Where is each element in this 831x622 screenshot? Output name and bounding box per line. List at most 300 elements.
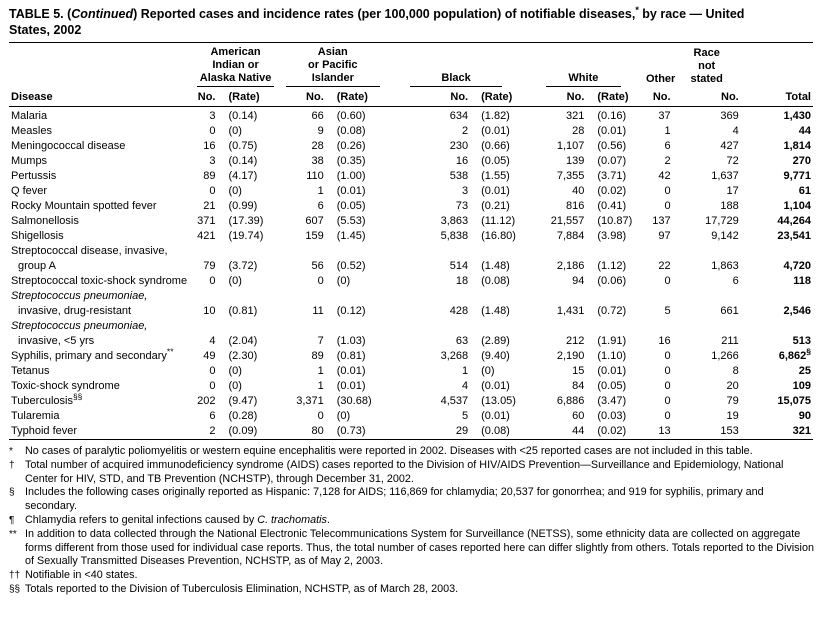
cell-aian-rate: (2.30) bbox=[228, 350, 258, 362]
disease-name: Rocky Mountain spotted fever bbox=[11, 200, 157, 212]
footnote bbox=[9, 569, 817, 583]
cell-other-no: 1 bbox=[664, 125, 671, 137]
cell-black-rate: (11.12) bbox=[481, 215, 516, 227]
cell-other-no: 0 bbox=[664, 275, 671, 287]
aian-rate-column-header: (Rate) bbox=[218, 87, 280, 107]
cell-white-rate: (1.91) bbox=[597, 335, 627, 347]
table-row bbox=[9, 364, 813, 379]
cell-white-no: 212 bbox=[566, 335, 585, 347]
cell-api-rate: (1.03) bbox=[336, 335, 366, 347]
disease-group-label: Streptococcal disease, invasive, bbox=[11, 245, 168, 257]
cell-black-no: 73 bbox=[455, 200, 469, 212]
cell-api-rate: (0) bbox=[336, 410, 351, 422]
cell-black-no: 1 bbox=[461, 365, 469, 377]
cell-white-no: 321 bbox=[566, 110, 585, 122]
cell-api-rate: (1.45) bbox=[336, 230, 366, 242]
disease-name: Measles bbox=[11, 125, 52, 137]
cell-black-rate: (13.05) bbox=[481, 395, 516, 407]
cell-race-not-stated-no: 369 bbox=[720, 110, 739, 122]
race-not-stated-no-column-header: No. bbox=[673, 87, 741, 107]
cell-white-no: 21,557 bbox=[550, 215, 585, 227]
cell-black-rate: (2.89) bbox=[481, 335, 510, 347]
cell-white-no: 15 bbox=[572, 365, 585, 377]
aian-no-column-header: No. bbox=[191, 87, 217, 107]
cell-black-rate: (9.40) bbox=[481, 350, 510, 362]
cell-total: 44,264 bbox=[777, 215, 811, 227]
cell-api-no: 0 bbox=[317, 275, 324, 287]
disease-name: Q fever bbox=[11, 185, 48, 197]
cell-black-no: 3,268 bbox=[440, 350, 469, 362]
title-footnote-marker: * bbox=[635, 4, 639, 15]
cell-other-no: 137 bbox=[652, 215, 671, 227]
cell-other-no: 0 bbox=[664, 410, 671, 422]
cell-race-not-stated-no: 20 bbox=[726, 380, 739, 392]
cell-white-rate: (0.72) bbox=[597, 305, 627, 317]
cell-api-rate: (1.00) bbox=[336, 170, 366, 182]
cell-aian-rate: (0) bbox=[228, 365, 242, 377]
cell-black-no: 5 bbox=[461, 410, 469, 422]
cell-api-rate: (0.01) bbox=[336, 380, 366, 392]
cell-white-no: 7,884 bbox=[556, 230, 585, 242]
table-body bbox=[9, 107, 813, 440]
column-group-header: Black bbox=[386, 43, 526, 88]
disease-name: invasive, <5 yrs bbox=[18, 335, 95, 347]
table-row bbox=[9, 154, 813, 169]
cell-total: 1,430 bbox=[783, 110, 811, 122]
disease-name: Meningococcal disease bbox=[11, 140, 126, 152]
disease-name: Malaria bbox=[11, 110, 48, 122]
cell-white-no: 6,886 bbox=[556, 395, 585, 407]
table-row bbox=[9, 424, 813, 440]
cell-aian-rate: (4.17) bbox=[228, 170, 258, 182]
cell-black-rate: (0.01) bbox=[481, 380, 510, 392]
black-rate-column-header: (Rate) bbox=[470, 87, 526, 107]
cell-black-rate: (0.08) bbox=[481, 275, 510, 287]
cell-black-no: 428 bbox=[449, 305, 469, 317]
cell-race-not-stated-no: 1,863 bbox=[711, 260, 739, 272]
section-label-row bbox=[9, 244, 813, 259]
cell-total: 109 bbox=[792, 380, 811, 392]
cell-api-no: 0 bbox=[317, 410, 324, 422]
cell-white-rate: (10.87) bbox=[597, 215, 633, 227]
cell-api-no: 56 bbox=[311, 260, 324, 272]
table-row bbox=[9, 229, 813, 244]
footnote-marker: ¶ bbox=[9, 514, 15, 526]
column-group-header: American Indian or Alaska Native bbox=[191, 43, 279, 88]
cell-aian-rate: (2.04) bbox=[228, 335, 258, 347]
cell-black-no: 2 bbox=[461, 125, 469, 137]
cell-black-rate: (0) bbox=[481, 365, 495, 377]
group-header-spacer bbox=[9, 43, 191, 88]
cell-aian-rate: (0) bbox=[228, 275, 242, 287]
cell-aian-no: 79 bbox=[203, 260, 216, 272]
cell-api-no: 159 bbox=[305, 230, 324, 242]
title-text: States, 2002 bbox=[9, 23, 82, 37]
cell-total: 9,771 bbox=[783, 170, 811, 182]
cell-api-rate: (0.01) bbox=[336, 365, 366, 377]
cell-other-no: 0 bbox=[664, 200, 671, 212]
cell-white-no: 1,107 bbox=[556, 140, 585, 152]
cell-race-not-stated-no: 17,729 bbox=[705, 215, 739, 227]
cell-white-rate: (0.56) bbox=[597, 140, 627, 152]
cell-black-rate: (0.01) bbox=[481, 410, 510, 422]
white-no-column-header: No. bbox=[526, 87, 586, 107]
footnote bbox=[9, 445, 817, 459]
cell-other-no: 16 bbox=[658, 335, 671, 347]
cell-api-rate: (0.60) bbox=[336, 110, 366, 122]
cell-black-rate: (1.55) bbox=[481, 170, 510, 182]
cell-race-not-stated-no: 17 bbox=[726, 185, 739, 197]
cell-aian-no: 21 bbox=[203, 200, 216, 212]
footnote-text: Total number of acquired immunodeficiency syndrome (AIDS) cases reported to the Division of HIV/AIDS Prevention—Surveillance and Epidemiology, National Center for HIV, STD, and TB Prevention (NCHSTP), through December 31, 2002. bbox=[25, 458, 784, 485]
cell-aian-no: 0 bbox=[209, 125, 216, 137]
cell-white-rate: (0.02) bbox=[597, 425, 627, 437]
cell-total: 61 bbox=[798, 185, 811, 197]
cell-aian-no: 0 bbox=[209, 275, 216, 287]
cell-aian-no: 371 bbox=[197, 215, 216, 227]
white-rate-column-header: (Rate) bbox=[586, 87, 640, 107]
cell-aian-rate: (0.09) bbox=[228, 425, 258, 437]
column-group-header: Asian or Pacific Islander bbox=[280, 43, 386, 88]
footnote bbox=[9, 486, 817, 514]
section-label-row bbox=[9, 319, 813, 334]
cell-white-rate: (0.01) bbox=[597, 365, 627, 377]
cell-api-rate: (0) bbox=[336, 275, 351, 287]
cell-aian-no: 4 bbox=[209, 335, 216, 347]
table-row bbox=[9, 409, 813, 424]
cell-race-not-stated-no: 188 bbox=[720, 200, 739, 212]
cell-race-not-stated-no: 1,266 bbox=[711, 350, 739, 362]
table-row bbox=[9, 124, 813, 139]
cell-race-not-stated-no: 72 bbox=[726, 155, 739, 167]
cell-total: 513 bbox=[792, 335, 811, 347]
cell-black-no: 4,537 bbox=[440, 395, 469, 407]
cell-black-no: 29 bbox=[455, 425, 469, 437]
footnote-text: Chlamydia refers to genital infections caused by C. trachomatis. bbox=[25, 513, 330, 526]
group-header-spacer bbox=[741, 43, 813, 88]
cell-race-not-stated-no: 427 bbox=[720, 140, 739, 152]
cell-black-no: 3,863 bbox=[440, 215, 469, 227]
cell-api-no: 9 bbox=[317, 125, 324, 137]
cell-other-no: 5 bbox=[664, 305, 671, 317]
cell-aian-rate: (0) bbox=[228, 185, 242, 197]
footnote bbox=[9, 528, 817, 569]
cell-api-rate: (0.01) bbox=[336, 185, 366, 197]
cell-api-rate: (30.68) bbox=[336, 395, 372, 407]
footnote bbox=[9, 459, 817, 487]
section-label-row bbox=[9, 289, 813, 304]
cell-api-no: 6 bbox=[317, 200, 324, 212]
cell-white-rate: (0.06) bbox=[597, 275, 627, 287]
cell-aian-rate: (3.72) bbox=[228, 260, 258, 272]
disease-name: Tularemia bbox=[11, 410, 60, 422]
cell-total: 1,814 bbox=[783, 140, 811, 152]
cell-aian-no: 16 bbox=[203, 140, 216, 152]
column-group-header: White bbox=[526, 43, 640, 88]
table-row bbox=[9, 107, 813, 125]
footnote-marker: †† bbox=[9, 570, 21, 582]
cell-aian-no: 89 bbox=[203, 170, 216, 182]
cell-black-rate: (0.66) bbox=[481, 140, 510, 152]
cell-race-not-stated-no: 153 bbox=[720, 425, 739, 437]
title-text: by race — United bbox=[638, 7, 745, 21]
cell-black-rate: (0.21) bbox=[481, 200, 510, 212]
disease-column-header: Disease bbox=[9, 87, 191, 107]
cell-api-no: 89 bbox=[311, 350, 324, 362]
cell-aian-rate: (0.99) bbox=[228, 200, 258, 212]
cell-white-rate: (0.16) bbox=[597, 110, 627, 122]
footnote-marker: §§ bbox=[9, 583, 21, 595]
cell-aian-no: 2 bbox=[209, 425, 216, 437]
table-row bbox=[9, 184, 813, 199]
table-row bbox=[9, 304, 813, 319]
disease-name: Typhoid fever bbox=[11, 425, 78, 437]
cell-api-no: 7 bbox=[317, 335, 324, 347]
cell-api-no: 1 bbox=[317, 185, 324, 197]
cell-aian-no: 3 bbox=[209, 110, 216, 122]
cell-aian-no: 0 bbox=[209, 365, 216, 377]
cell-black-no: 5,838 bbox=[440, 230, 469, 242]
cell-aian-no: 3 bbox=[209, 155, 216, 167]
cell-white-rate: (3.71) bbox=[597, 170, 627, 182]
cell-black-no: 4 bbox=[461, 380, 469, 392]
cell-other-no: 2 bbox=[664, 155, 671, 167]
cell-white-no: 7,355 bbox=[556, 170, 585, 182]
table-row bbox=[9, 349, 813, 364]
cell-race-not-stated-no: 661 bbox=[720, 305, 739, 317]
disease-name: Tetanus bbox=[11, 365, 50, 377]
cell-white-no: 2,186 bbox=[556, 260, 585, 272]
disease-name: Pertussis bbox=[11, 170, 57, 182]
cell-api-rate: (0.73) bbox=[336, 425, 366, 437]
disease-name: invasive, drug-resistant bbox=[18, 305, 132, 317]
cell-total: 23,541 bbox=[777, 230, 811, 242]
footnote bbox=[9, 514, 817, 528]
disease-name: Tuberculosis§§ bbox=[11, 391, 83, 407]
cell-aian-rate: (0.75) bbox=[228, 140, 258, 152]
table-row bbox=[9, 139, 813, 154]
cell-aian-no: 0 bbox=[209, 185, 216, 197]
table-row bbox=[9, 199, 813, 214]
disease-name: group A bbox=[18, 260, 56, 272]
disease-name: Mumps bbox=[11, 155, 48, 167]
cell-white-rate: (1.10) bbox=[597, 350, 627, 362]
cell-aian-rate: (17.39) bbox=[228, 215, 264, 227]
cell-white-rate: (0.01) bbox=[597, 125, 627, 137]
cell-black-no: 3 bbox=[461, 185, 469, 197]
cell-api-no: 11 bbox=[312, 305, 324, 317]
cell-black-no: 514 bbox=[449, 260, 469, 272]
cell-aian-rate: (0.28) bbox=[228, 410, 258, 422]
cell-black-no: 63 bbox=[455, 335, 469, 347]
cell-black-no: 18 bbox=[455, 275, 469, 287]
cell-white-no: 2,190 bbox=[556, 350, 585, 362]
cell-total: 321 bbox=[792, 425, 811, 437]
cell-api-rate: (0.12) bbox=[336, 305, 366, 317]
cell-api-no: 607 bbox=[305, 215, 324, 227]
cell-aian-no: 421 bbox=[197, 230, 216, 242]
cell-white-no: 84 bbox=[572, 380, 585, 392]
cell-api-no: 80 bbox=[311, 425, 324, 437]
table-row bbox=[9, 259, 813, 274]
cell-black-no: 634 bbox=[449, 110, 469, 122]
cell-aian-no: 49 bbox=[203, 350, 216, 362]
footnote-marker: ** bbox=[9, 528, 17, 540]
disease-name: Toxic-shock syndrome bbox=[11, 380, 120, 392]
disease-name: Shigellosis bbox=[11, 230, 64, 242]
table-header bbox=[9, 43, 813, 107]
cell-black-rate: (1.48) bbox=[481, 260, 510, 272]
cell-api-rate: (0.26) bbox=[336, 140, 366, 152]
cell-api-rate: (0.52) bbox=[336, 260, 366, 272]
cell-other-no: 0 bbox=[664, 365, 671, 377]
cell-race-not-stated-no: 19 bbox=[726, 410, 739, 422]
disease-name: Salmonellosis bbox=[11, 215, 79, 227]
cell-other-no: 6 bbox=[664, 140, 671, 152]
cell-other-no: 0 bbox=[664, 185, 671, 197]
footnote-marker: † bbox=[9, 459, 15, 471]
cell-aian-rate: (19.74) bbox=[228, 230, 264, 242]
cell-api-rate: (0.05) bbox=[336, 200, 366, 212]
cell-white-no: 94 bbox=[572, 275, 585, 287]
cell-white-rate: (0.07) bbox=[597, 155, 627, 167]
black-no-column-header: No. bbox=[386, 87, 470, 107]
table-row bbox=[9, 334, 813, 349]
cell-aian-rate: (0.14) bbox=[228, 110, 258, 122]
cell-total: 25 bbox=[798, 365, 811, 377]
api-no-column-header: No. bbox=[280, 87, 326, 107]
cell-black-no: 230 bbox=[449, 140, 469, 152]
cell-total: 1,104 bbox=[783, 200, 811, 212]
cell-aian-rate: (9.47) bbox=[228, 395, 258, 407]
cell-total: 6,862§ bbox=[778, 346, 811, 362]
cell-api-no: 38 bbox=[311, 155, 324, 167]
cell-total: 15,075 bbox=[777, 395, 811, 407]
cell-aian-rate: (0) bbox=[228, 380, 242, 392]
cell-total: 118 bbox=[793, 275, 811, 287]
disease-name: Streptococcal toxic-shock syndrome bbox=[11, 275, 188, 287]
cell-white-rate: (0.41) bbox=[597, 200, 627, 212]
footnote-text: Totals reported to the Division of Tuberculosis Elimination, NCHSTP, as of March 28, 2003. bbox=[25, 582, 459, 595]
table-row bbox=[9, 394, 813, 409]
cell-aian-no: 0 bbox=[209, 380, 216, 392]
cell-other-no: 42 bbox=[658, 170, 671, 182]
cell-other-no: 0 bbox=[664, 350, 671, 362]
table-row bbox=[9, 274, 813, 289]
cell-white-rate: (0.03) bbox=[597, 410, 627, 422]
cell-total: 44 bbox=[798, 125, 811, 137]
footnote-marker: * bbox=[9, 446, 13, 457]
cell-total: 90 bbox=[798, 410, 811, 422]
cell-total: 4,720 bbox=[783, 260, 811, 272]
cell-aian-rate: (0.81) bbox=[228, 305, 258, 317]
cell-aian-rate: (0.14) bbox=[228, 155, 258, 167]
cell-black-rate: (16.80) bbox=[481, 230, 516, 242]
table-title bbox=[9, 6, 819, 38]
cell-black-rate: (1.48) bbox=[481, 305, 510, 317]
cell-white-no: 1,431 bbox=[556, 305, 585, 317]
cell-white-no: 816 bbox=[566, 200, 585, 212]
title-continued: Continued bbox=[71, 7, 134, 21]
cell-aian-no: 6 bbox=[209, 410, 216, 422]
cell-race-not-stated-no: 6 bbox=[732, 275, 739, 287]
cell-race-not-stated-no: 211 bbox=[721, 335, 739, 347]
api-rate-column-header: (Rate) bbox=[326, 87, 386, 107]
cell-api-no: 28 bbox=[311, 140, 324, 152]
cell-white-rate: (1.12) bbox=[597, 260, 627, 272]
table-row bbox=[9, 214, 813, 229]
table-row bbox=[9, 379, 813, 394]
cell-api-rate: (0.81) bbox=[336, 350, 366, 362]
disease-group-label: Streptococcus pneumoniae, bbox=[11, 290, 148, 302]
cell-race-not-stated-no: 9,142 bbox=[711, 230, 739, 242]
cell-api-rate: (0.08) bbox=[336, 125, 366, 137]
cell-white-no: 40 bbox=[572, 185, 585, 197]
cell-aian-rate: (0) bbox=[228, 125, 242, 137]
cell-black-rate: (0.01) bbox=[481, 185, 510, 197]
footnote-text: In addition to data collected through the National Electronic Telecommunications System for Surveillance (NETSS), some ethnicity data are collected on aggregate forms different from those used for individual case reports. Thus, the total number of cases reported here can differ slightly from others. Totals reported to the Division of Sexually Transmitted Diseases Prevention, NCHSTP, as of May 2, 2003. bbox=[25, 527, 814, 568]
cell-api-no: 1 bbox=[317, 380, 324, 392]
cell-api-rate: (5.53) bbox=[336, 215, 366, 227]
cell-aian-no: 10 bbox=[203, 305, 216, 317]
cell-black-rate: (0.08) bbox=[481, 425, 510, 437]
column-group-header: Race not stated bbox=[690, 47, 723, 85]
footnote-text: No cases of paralytic poliomyelitis or western equine encephalitis were reported in 2002. Diseases with <25 reported cases are not included in this table. bbox=[25, 445, 753, 457]
title-text: ) Reported cases and incidence rates (per 100,000 population) of notifiable diseases, bbox=[133, 7, 636, 21]
disease-group-label: Streptococcus pneumoniae, bbox=[11, 320, 148, 332]
cell-total: 2,546 bbox=[783, 305, 811, 317]
cell-total: 270 bbox=[792, 155, 811, 167]
cell-other-no: 0 bbox=[664, 380, 671, 392]
table-row bbox=[9, 169, 813, 184]
cell-black-no: 16 bbox=[455, 155, 469, 167]
disease-table bbox=[9, 42, 813, 440]
cell-other-no: 13 bbox=[658, 425, 671, 437]
cell-other-no: 0 bbox=[664, 395, 671, 407]
cell-race-not-stated-no: 79 bbox=[726, 395, 739, 407]
cell-other-no: 37 bbox=[658, 110, 671, 122]
footnote-text: Includes the following cases originally reported as Hispanic: 7,128 for AIDS; 116,869 for chlamydia; 20,537 for gonorrhea; and 919 for syphilis, primary and secondary. bbox=[25, 486, 764, 513]
column-header-row bbox=[9, 87, 813, 107]
cell-white-rate: (3.98) bbox=[597, 230, 627, 242]
cell-white-rate: (0.05) bbox=[597, 380, 627, 392]
group-header-row bbox=[9, 43, 813, 88]
cell-white-no: 139 bbox=[566, 155, 585, 167]
cell-white-no: 44 bbox=[572, 425, 585, 437]
cell-api-no: 1 bbox=[317, 365, 324, 377]
cell-white-no: 28 bbox=[572, 125, 585, 137]
cell-black-rate: (0.01) bbox=[481, 125, 510, 137]
cell-race-not-stated-no: 8 bbox=[732, 365, 739, 377]
total-column-header: Total bbox=[741, 87, 813, 107]
title-text: TABLE 5. ( bbox=[9, 7, 72, 21]
cell-race-not-stated-no: 1,637 bbox=[711, 170, 739, 182]
footnote-marker: § bbox=[9, 487, 15, 499]
cell-race-not-stated-no: 4 bbox=[732, 125, 739, 137]
cell-black-rate: (0.05) bbox=[481, 155, 510, 167]
footnote-text: Notifiable in <40 states. bbox=[25, 569, 138, 582]
cell-api-no: 66 bbox=[311, 110, 324, 122]
cell-api-no: 3,371 bbox=[296, 395, 324, 407]
cell-other-no: 97 bbox=[658, 230, 671, 242]
cell-api-no: 110 bbox=[306, 170, 324, 182]
footnotes bbox=[9, 445, 817, 597]
cell-white-rate: (0.02) bbox=[597, 185, 627, 197]
cell-other-no: 22 bbox=[658, 260, 671, 272]
other-no-column-header: No. bbox=[641, 87, 673, 107]
cell-white-rate: (3.47) bbox=[597, 395, 627, 407]
disease-name: Syphilis, primary and secondary** bbox=[11, 346, 174, 362]
